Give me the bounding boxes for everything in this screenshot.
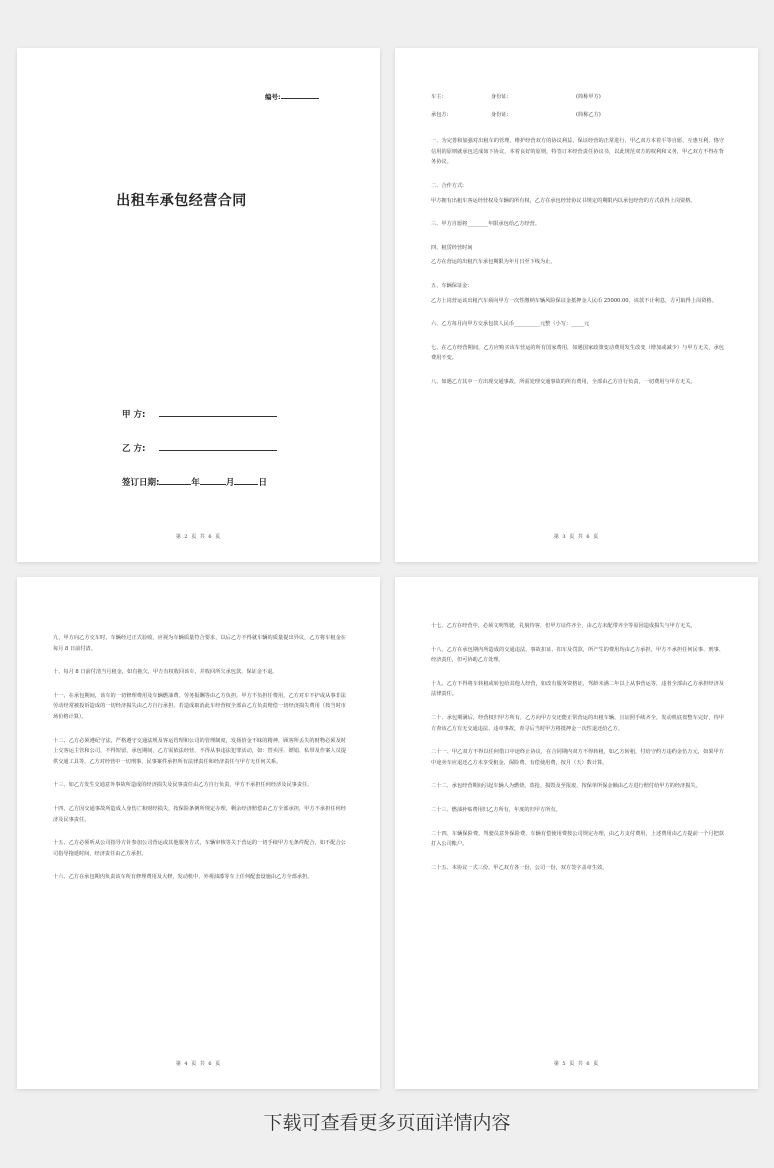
clause-paragraph: 五、车辆保证金:: [431, 282, 470, 289]
contract-page-2: [395, 48, 758, 562]
contract-title: 出租车承包经营合同: [116, 193, 247, 209]
clause-paragraph: 十三、如乙方发生交通意外事故所造成的经济损失及民事责任由乙方自行负责，甲方不承担任何经济及民事责任。: [53, 782, 313, 789]
sign-date-label: 签订日期:: [122, 478, 160, 488]
page-content: [53, 633, 346, 896]
contractor-alias: (简称乙方): [576, 111, 601, 118]
owner-id-label: 身份证:: [491, 94, 509, 100]
clause-paragraph: 十六、乙方在承包期内负责该车所有修理费用及大修，发动机中、外观油漆等车上任何配套设施由乙方全部承担。: [53, 874, 313, 881]
clause-paragraph: 乙方在营运的出租汽车承包期限为年月日至下线为止。: [431, 259, 556, 266]
contract-page-3: [17, 577, 380, 1089]
party-a-field: [122, 408, 277, 420]
clause-paragraph: 二十四、车辆保险费、驾驶员意外保险费，车辆有偿使用费按公司规定办理，由乙方支付费用，上述费用由乙方提前一个月把款打入公司帐户。: [431, 830, 724, 848]
party-b-label: 乙 方:: [122, 444, 146, 454]
month-label: 月: [225, 478, 235, 488]
clause-paragraph: 九、甲方向乙方交车时，车辆经过正式验收，应视为车辆质量符合要求，以后乙方不得就车辆的质量提出异议，乙方将车租金在每月 8 日前付清。: [53, 635, 346, 652]
clause-paragraph: 二十二、承包经营期间引起车辆人为燃烧、盗抢、损毁及至报废，按保单所保金额由乙方进行赔付给甲方的经济损失。: [431, 783, 701, 790]
clause-paragraph: 十四、乙方因交通事故所造成人身伤亡和财经损失，按保险条例所规定办理，剩余经济赔偿由乙方全部承担，甲方不承担任何经济及民事责任。: [53, 805, 346, 823]
clause-paragraph: 十八、乙方在承包期内所造成的交通违法、事故扣证、扣车及罚款，所产生的费用均由乙方承担，甲方不承担任何民事、刑事、经济责任，但可协助乙方处理。: [431, 646, 724, 664]
clause-paragraph: 一、为完善和加强对出租车的管理，维护经营双方的协议利益，保证经营的正常进行，甲乙双方本着平等自愿、互惠互利、恪守信用的原则就承包达成如下协议，本着良好的原则，特签订本经营责任协议书，以此规范双方的权利和义务，甲乙双方不得在背务协议。: [431, 138, 724, 166]
party-b-field: [122, 442, 277, 454]
download-more-banner[interactable]: 下载可查看更多页面详情内容: [263, 1112, 511, 1134]
owner-alias: (简称甲方): [576, 94, 601, 100]
contractor-label: 承包方:: [431, 111, 449, 118]
party-b-blank-line: [159, 442, 277, 451]
month-blank-line: [200, 476, 226, 485]
page-footer: 第 3 页 共 6 页: [553, 534, 600, 540]
serial-label: 编号:: [265, 93, 281, 101]
contractor-id-label: 身份证:: [491, 111, 509, 118]
page-content: [431, 621, 724, 886]
contract-page-cover: [17, 48, 380, 562]
party-a-blank-line: [159, 408, 277, 417]
clause-paragraph: 七、在乙方经营期间，乙方应购买该车营运的所有国家费用，如遇国家政策变动费用发生改变（增加或减少）与甲方无关，承包费用不变。: [431, 344, 724, 362]
clause-paragraph: 二十、承包期满后，经营权归甲方所有，乙方向甲方交还能正常营运的出租车辆，且证照手续齐全，发动机底盘整车完好，待甲方查该乙方有无交通违法、违章事故，查寻后当时甲方将抵押金一次性退还给乙方。: [431, 714, 724, 732]
page-footer: 第 4 页 共 6 页: [175, 1061, 222, 1067]
clause-paragraph: 二、合作方式:: [431, 182, 464, 189]
clause-paragraph: 六、乙方每月向甲方交承包款人民币__________元整（小写：_____元: [431, 321, 590, 328]
day-label: 日: [258, 478, 267, 488]
clause-paragraph: 十五、乙方必须听从公司指导方针参加公司营运或其他服务方式，车辆审核等关于营运的一切手续甲方无条件配合，如不配合公司指导拖延时间，经济责任由乙方承担。: [53, 840, 346, 857]
clause-paragraph: 十九、乙方不得将车转租或转包给其他人经营，如改有服务资格证，驾龄未满二年以上从事营运等，违者全部由乙方承担经济及法律责任。: [431, 680, 724, 698]
clause-paragraph: 甲方拥有出租车客运经营权及车辆的所有权，乙方在承包经营协议书规定的期限内以承包经营的方式获得上岗资格。: [431, 197, 696, 204]
clause-paragraph: 三、甲方自愿将________年限承包给乙方经营。: [431, 221, 540, 228]
party-a-label: 甲 方:: [122, 410, 146, 420]
clause-paragraph: 二十一、甲乙双方不得以任何借口中途终止协议，在合同期内双方不得转租，如乙方转租，付给守约方违约金伍万元，如果甲方中途卖车应退还乙方未享受租金、保险费、有偿使用费，按月（天）数计算。: [431, 749, 724, 766]
page-footer: 第 2 页 共 6 页: [175, 534, 222, 540]
owner-label: 车主:: [431, 94, 444, 100]
clause-paragraph: 十一、在承包期间，该车的一切修理费用及车辆燃油费、劳务报酬等由乙方负担，甲方不负担任费用，乙方对车不护或从事非法劳动经常被投诉造成的一切经济损失由乙方自行承担，若造成取消此车经营权全部由乙方负责赔偿一切经济损失费用（按当时市场价格计算）。: [53, 692, 346, 720]
header-row-owner: [431, 92, 724, 103]
clause-paragraph: 乙方上岗营运该出租汽车须向甲方一次性缴纳车辆风险保证金抵押金人民币 25000.00，该款不计利息，方可取得上岗资格。: [431, 297, 717, 304]
page-footer: 第 5 页 共 6 页: [553, 1061, 600, 1067]
clause-paragraph: 二十五、本协议一式三份，甲乙双方各一份，公司一份，双方签字盖章生效。: [431, 864, 608, 871]
year-label: 年: [191, 478, 200, 488]
year-blank-line: [159, 476, 191, 485]
sign-date-field: [122, 476, 267, 488]
clause-paragraph: 十七、乙方在经营中，必须文明驾驶，礼貌待客，但甲方证件齐全，由乙方未配带齐全等原因造成损失与甲方无关。: [431, 623, 696, 629]
clause-paragraph: 二十三、燃油补贴费用归乙方所有，年度的归甲方所有。: [431, 806, 561, 813]
clause-paragraph: 十、每月 8 日前付清当月租金，如有拖欠，甲方有权收回该车，并收回所欠承包款，保证金不退。: [53, 669, 278, 676]
clause-paragraph: 四、租赁经营时间: [431, 244, 473, 251]
clause-paragraph: 八、如遇乙方其中一方出现交通事故，所需处理交通事故的所有费用，全部由乙方自行负责，一切费用与甲方无关。: [431, 378, 696, 385]
serial-number-field: [265, 92, 319, 101]
serial-blank-line: [281, 98, 319, 99]
day-blank-line: [234, 476, 258, 485]
clause-paragraph: 十二、乙方必须遵纪守法，严格遵守交通法规及客运管理和公司的管理制度，发扬拾金不昧的精神，顾客所丢失的财物必须及时上交客运主管和公司，不得短留，承包期间，乙方需依法经营，不得从事违法犯罪活动，如：替卖淫、嫖娼、私带及作案人员提供交通工具等，乙方对经营中一切刑事、民事案件承担所有法律责任和经济责任与甲方无任何关系。: [53, 737, 346, 765]
header-row-contractor: [431, 110, 724, 121]
contract-page-4: [395, 577, 758, 1089]
page-content: [431, 92, 724, 401]
